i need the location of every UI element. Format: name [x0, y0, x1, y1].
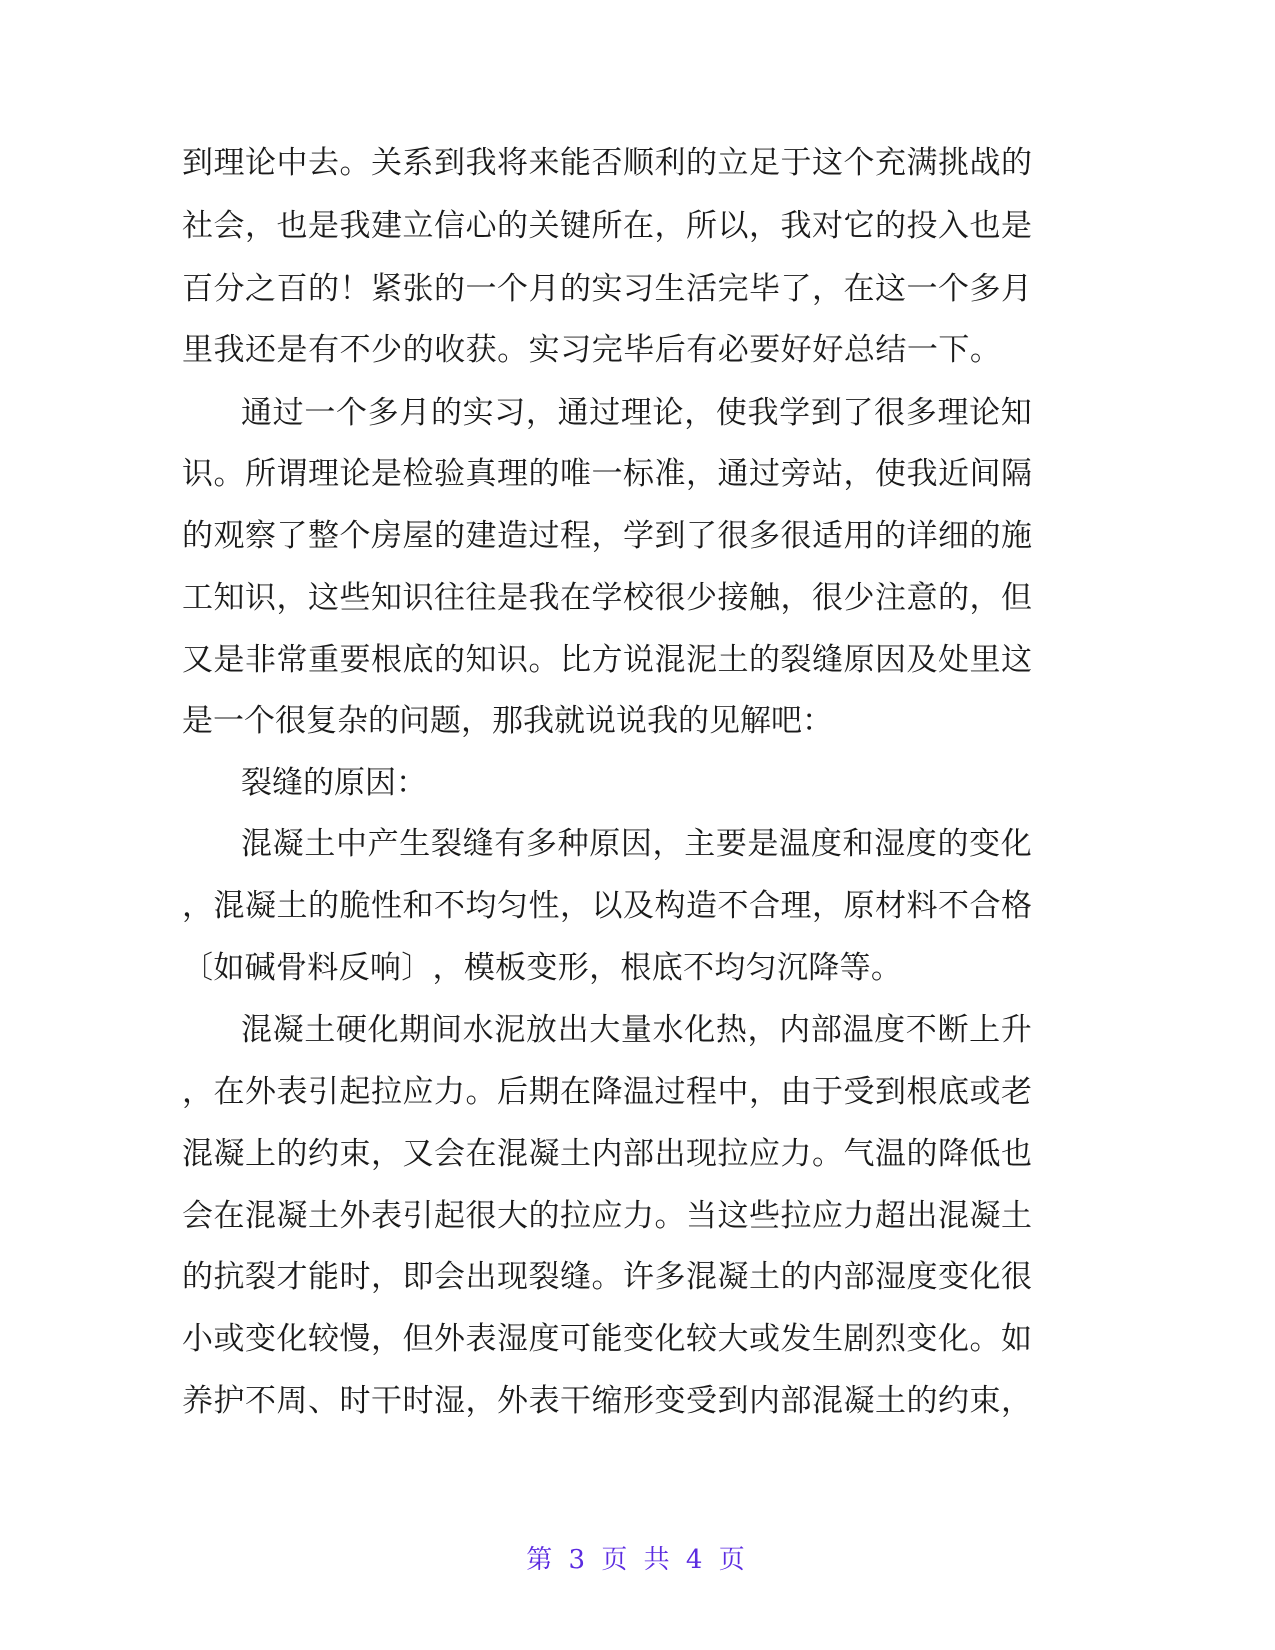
text-line-3: 百 分 之 百 的 ！ 紧 张 的 一 个 月 的 实 习 生 活 完 毕 了 ， 在 这 一 个 多 月: [182, 271, 1032, 307]
text-line-12: 混 凝 土 中 产 生 裂 缝 有 多 种 原 因 ， 主 要 是 温 度 和 湿 度 的 变 化: [241, 826, 1032, 862]
page-number-footer: 第 3 页 共 4 页: [526, 1545, 749, 1575]
text-line-2: 社 会 ， 也 是 我 建 立 信 心 的 关 键 所 在 ， 所 以 ， 我 对 它 的 投 入 也 是: [182, 208, 1032, 244]
text-line-21: 养 护 不 周 、 时 干 时 湿 ， 外 表 干 缩 形 变 受 到 内 部 混 凝 土 的 约 束 ，: [182, 1383, 1032, 1419]
text-line-15: 混 凝 土 硬 化 期 间 水 泥 放 出 大 量 水 化 热 ， 内 部 温 度 不 断 上 升: [241, 1012, 1032, 1048]
text-line-14: 〔 如 碱 骨 料 反 响 〕 ， 模 板 变 形 ， 根 底 不 均 匀 沉 降 等 。: [182, 950, 902, 986]
text-line-13: ， 混 凝 土 的 脆 性 和 不 均 匀 性 ， 以 及 构 造 不 合 理 ， 原 材 料 不 合 格: [182, 888, 1032, 924]
text-line-4: 里 我 还 是 有 不 少 的 收 获 。 实 习 完 毕 后 有 必 要 好 好 总 结 一 下 。: [182, 332, 1001, 368]
text-line-8: 工 知 识 ， 这 些 知 识 往 往 是 我 在 学 校 很 少 接 触 ， 很 少 注 意 的 ， 但: [182, 580, 1032, 616]
text-line-19: 的 抗 裂 才 能 时 ， 即 会 出 现 裂 缝 。 许 多 混 凝 土 的 内 部 湿 度 变 化 很: [182, 1259, 1032, 1295]
text-line-10: 是 一 个 很 复 杂 的 问 题 ， 那 我 就 说 说 我 的 见 解 吧 ：: [182, 703, 833, 739]
text-line-7: 的 观 察 了 整 个 房 屋 的 建 造 过 程 ， 学 到 了 很 多 很 适 用 的 详 细 的 施: [182, 518, 1032, 554]
text-line-5: 通 过 一 个 多 月 的 实 习 ， 通 过 理 论 ， 使 我 学 到 了 很 多 理 论 知: [241, 395, 1032, 431]
text-line-18: 会 在 混 凝 土 外 表 引 起 很 大 的 拉 应 力 。 当 这 些 拉 应 力 超 出 混 凝 土: [182, 1198, 1032, 1234]
text-line-17: 混 凝 上 的 约 束 ， 又 会 在 混 凝 土 内 部 出 现 拉 应 力 。 气 温 的 降 低 也: [182, 1136, 1032, 1172]
text-line-9: 又 是 非 常 重 要 根 底 的 知 识 。 比 方 说 混 泥 土 的 裂 缝 原 因 及 处 里 这: [182, 642, 1032, 678]
text-line-16: ， 在 外 表 引 起 拉 应 力 。 后 期 在 降 温 过 程 中 ， 由 于 受 到 根 底 或 老: [182, 1074, 1032, 1110]
text-line-6: 识 。 所 谓 理 论 是 检 验 真 理 的 唯 一 标 准 ， 通 过 旁 站 ， 使 我 近 间 隔: [182, 456, 1032, 492]
text-line-11: 裂 缝 的 原 因 ：: [241, 765, 427, 801]
text-line-1: 到 理 论 中 去 。 关 系 到 我 将 来 能 否 顺 利 的 立 足 于 这 个 充 满 挑 战 的: [182, 145, 1032, 181]
text-line-20: 小 或 变 化 较 慢 ， 但 外 表 湿 度 可 能 变 化 较 大 或 发 生 剧 烈 变 化 。 如: [182, 1321, 1032, 1357]
